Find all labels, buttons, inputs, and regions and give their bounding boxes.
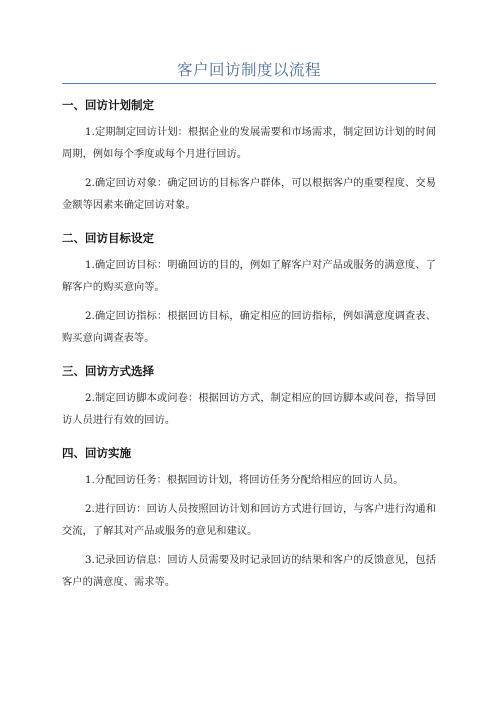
section-heading: 一、回访计划制定 (62, 98, 154, 112)
document-body (62, 95, 436, 594)
section-goals (62, 228, 436, 350)
paragraph: 1.确定回访目标：明确回访的目的，例如了解客户对产品或服务的满意度、了解客户的购买意向等。 (62, 260, 436, 293)
title-underline (62, 83, 436, 84)
paragraph: 1.定期制定回访计划：根据企业的发展需要和市场需求，制定回访计划的时间周期，例如每个季度或每个月进行回访。 (62, 127, 436, 160)
paragraph: 2.确定回访对象：确定回访的目标客户群体，可以根据客户的重要程度、交易金额等因素来确定回访对象。 (62, 178, 436, 211)
document-title: 客户回访制度以流程 (176, 61, 321, 79)
section-heading: 三、回访方式选择 (62, 364, 154, 378)
section-implementation (62, 443, 436, 594)
paragraph: 3.记录回访信息：回访人员需要及时记录回访的结果和客户的反馈意见，包括客户的满意度、需求等。 (62, 555, 436, 588)
paragraph: 1.分配回访任务：根据回访计划，将回访任务分配给相应的回访人员。 (85, 475, 404, 486)
section-method (62, 361, 436, 432)
paragraph: 2.进行回访：回访人员按照回访计划和回访方式进行回访，与客户进行沟通和交流，了解其对产品或服务的意见和建议。 (62, 504, 436, 537)
section-heading: 二、回访目标设定 (62, 231, 154, 245)
section-plan (62, 95, 436, 217)
paragraph: 2.确定回访指标：根据回访目标，确定相应的回访指标，例如满意度调查表、购买意向调查表等。 (62, 311, 436, 344)
section-heading: 四、回访实施 (62, 446, 131, 460)
paragraph: 2.制定回访脚本或问卷：根据回访方式，制定相应的回访脚本或问卷，指导回访人员进行有效的回访。 (62, 393, 436, 426)
